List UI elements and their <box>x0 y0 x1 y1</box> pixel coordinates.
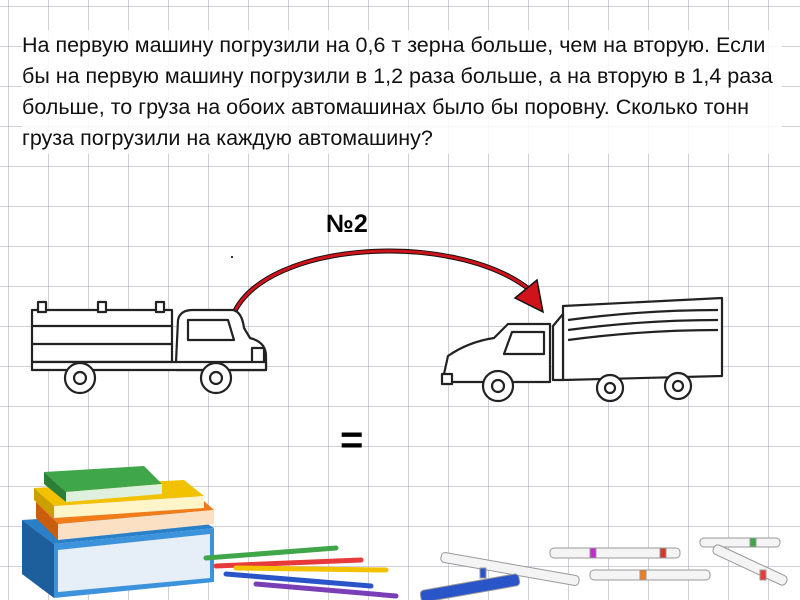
pencils-icon <box>196 540 406 600</box>
markers-icon <box>420 530 795 600</box>
flatbed-truck-icon <box>28 298 273 398</box>
slide-number: №2 <box>326 210 368 238</box>
book-stack-icon <box>14 462 224 600</box>
box-truck-icon <box>438 296 728 404</box>
equals-sign: = <box>340 418 364 462</box>
problem-statement: На первую машину погрузили на 0,6 т зерна больше, чем на вторую. Если бы на первую машину погрузили в 1,2 раза больше, а на вторую в 1,4 раза больше, то груза на обоих автомашинах было бы поровну. Сколько тонн груза погрузили на каждую автомашину? <box>22 30 782 154</box>
